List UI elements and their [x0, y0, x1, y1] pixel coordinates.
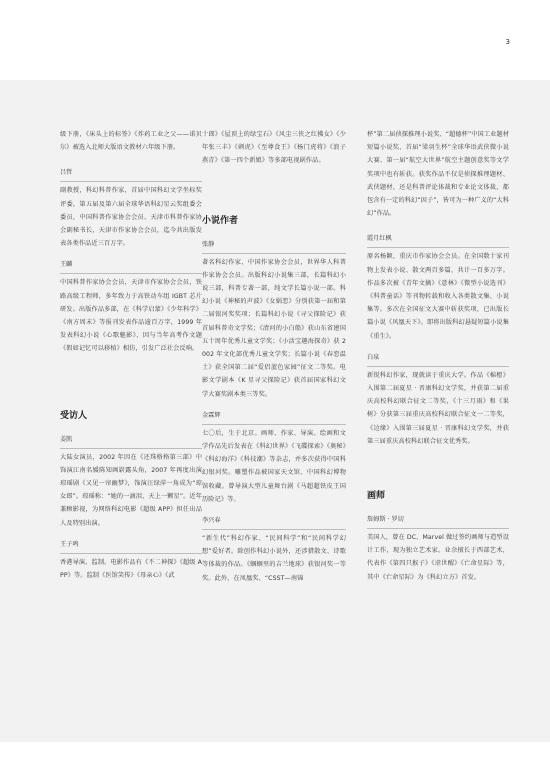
- contributor-bio: 著名科幻作家、中国作家协会会员，世界华人科普作家协会会员。出版科幻小说集三部，长篇科幻小说三部，科普专著一部，纯文学长篇小说一部。科幻小说《神秘的声波》《女娲恋》分别获第一届和第二届银河奖奖项；长篇科幻小说《寻父探险记》获首届科普奇文学奖；《清河的小白船》获山东省建国五十周年优秀儿童文学奖；《小活宝趣海探奇》获 2002 年文化部优秀儿童文学奖；长篇小说《春恋温土》获全国第二届“爱侣蓝色家园”征文二等奖。电影文学剧本《K 星寻父探险记》获首届国家科幻文学大赛奖剧本类三等奖。: [202, 258, 346, 398]
- contributor-bio: “新生代”科幻作家、“民间科学”和“民间科学幻想”爱好者。除创作科幻小说外，还涉猎散文、诗歌等体裁的作品。《蝈蝈里的吉兰地球》获银河奖一等奖。此外，在凤凰奖、“CSST—南锦: [202, 535, 346, 582]
- contributor-entry: [367, 234, 509, 342]
- contributor-entry: [367, 515, 509, 584]
- contributor-bio: 中国科普作家协会会员，天津市作家协会会员，铁路高级工程师，多年致力于高铁动车组 IGBT 芯片研发。出版作品多部，在《科学启蒙》《少年科学》《南方周末》等报刊发表作品逾百万字，1999 年发表科幻小说《心歌魅影》，因与当年高考作文题《假如记忆可以移植》相仿，引发广泛社会反响。: [60, 279, 202, 353]
- contributor-name: 张静: [202, 240, 346, 254]
- continued-paragraph: 十郎》《屋顶上的绿宝石》《风尘三侠之红拂女》《少年张三丰》《刺虎》《至尊食王》《杨门虎将》《浪子燕青》《第一四个新娘》等多部电视剧作品。: [202, 131, 346, 165]
- contributor-name: 王麟: [60, 260, 202, 274]
- column-middle: [202, 128, 346, 585]
- contributor-entry: [202, 411, 346, 506]
- contributor-bio: 新锐科幻作家，现就读于重庆大学。作品《棉橙》入围第二届夏星 · 晋康科幻文学奖，并获第二届重庆高校科幻联合征文二等奖，《十三月雨》和《果树》分获第三届重庆高校科幻联合征文一二等奖，《边缘》入围第三届夏星 · 晋康科幻文学奖，并获第三届重庆高校科幻联合征文优秀奖。: [367, 371, 509, 445]
- contributor-name: 霞月红枫: [367, 234, 509, 248]
- continued-paragraph: 级下册，《床头上的标签》《炸药工业之父——诺贝尔》被选入北师大版语文教材六年级下册。: [60, 131, 202, 152]
- contributor-entry: [60, 260, 202, 355]
- contributor-entry: [202, 240, 346, 401]
- contributor-bio: 美国人，曾在 DC、Marvel 做过签约画师与造型设计工作，现为独立艺术家。业余擅长于西部艺术，代表作《第四只猴子》《虐世醒》《亡命星际》等，其中《亡命星际》为《科幻立方》首发。: [367, 534, 509, 581]
- continued-paragraph: 杯”第二届侦探推理小说奖、“超德杯”中国工业题材短篇小说奖、首届“梁羽生杯”全球华语武侠微小说大赛、第一届“航空大世界”航空主题创意奖等文学奖项中也有斩获。获奖作品不仅是侦探推理题材、武侠题材，还是科普评论体裁和专业论文体裁，都包含有一定的科幻“因子”，皆可为一种广义的“大科幻”作品。: [367, 131, 509, 218]
- column-right: [367, 128, 509, 584]
- contributor-bio: 大陆女演员，2002 年因在《还珠格格第三部》中饰演江南名媛陈知画崭露头角，2007 年再度出演琼瑶剧《又见一帘幽梦》，饰演汪绿萍一角成为“琼女郎”。琼瑶称：“她的一滴泪，天上一颗星”。近年兼顾影视，为网络科幻电影《超级 APP》担任出品人及特别出演。: [60, 453, 202, 527]
- contributor-bio: 副教授，科幻科普作家，首届中国科幻文学坐标奖评委，第五届及第六届全球华语科幻星云奖组委会委员，中国科普作家协会会员、天津市科普作家协会副秘书长，天津市作家协会会员，迄今共出版发表各类作品近三百万字。: [60, 187, 202, 248]
- column-left: [60, 128, 202, 582]
- contributor-name: 金霖辉: [202, 411, 346, 425]
- section-heading-novel-authors: 小说作者: [202, 215, 239, 226]
- page-number: 3: [505, 38, 510, 46]
- section-heading-interviewees: 受访人: [60, 410, 88, 421]
- contributor-bio: 七〇后，生于北京。画师、作家、导演。绘画和文学作品先后发表在《科幻世界》《飞碟探索》《奥秘》《科幻海洋》《科技潮》等杂志，并多次获得中国科幻银河奖。雕塑作品被国家天文馆、中国科幻博物馆收藏。曾导演大型儿童舞台剧《马超超铁皮王国历险记》等。: [202, 429, 346, 503]
- contributor-entry: [367, 353, 509, 448]
- contributor-name: 詹姆斯 · 罗切: [367, 515, 509, 529]
- contributor-bio: 原名杨颖，重庆市作家协会会员。在全国数十家刊物上发表小说、散文两百多篇，共计一百多万字。作品多次被《青年文摘》《意林》《微型小说选刊》《科普童话》等刊物转载和收入各类散文集、小说集等。多次在全国征文大赛中斩获奖项，已出版长篇小说《风凰天下》。即将出版科幻悬疑短篇小说集《重生》。: [367, 253, 509, 340]
- contributor-name: 姜凯: [60, 435, 202, 449]
- contributor-entry: [202, 516, 346, 585]
- contributor-bio: 香港导演、监制。电影作品有《不二神探》《超级 APP》等。监制《医馆笑传》《母亲心》《武: [60, 558, 202, 580]
- contributor-name: 王子鸣: [60, 540, 202, 554]
- contributor-name: 李兴春: [202, 516, 346, 530]
- contributor-entry: [60, 435, 202, 530]
- section-heading-illustrators: 画师: [367, 491, 386, 502]
- contributor-entry: [60, 540, 202, 582]
- contributor-entry: [60, 168, 202, 250]
- contributor-name: 白泉: [367, 353, 509, 367]
- contributor-name: 吕哲: [60, 168, 202, 182]
